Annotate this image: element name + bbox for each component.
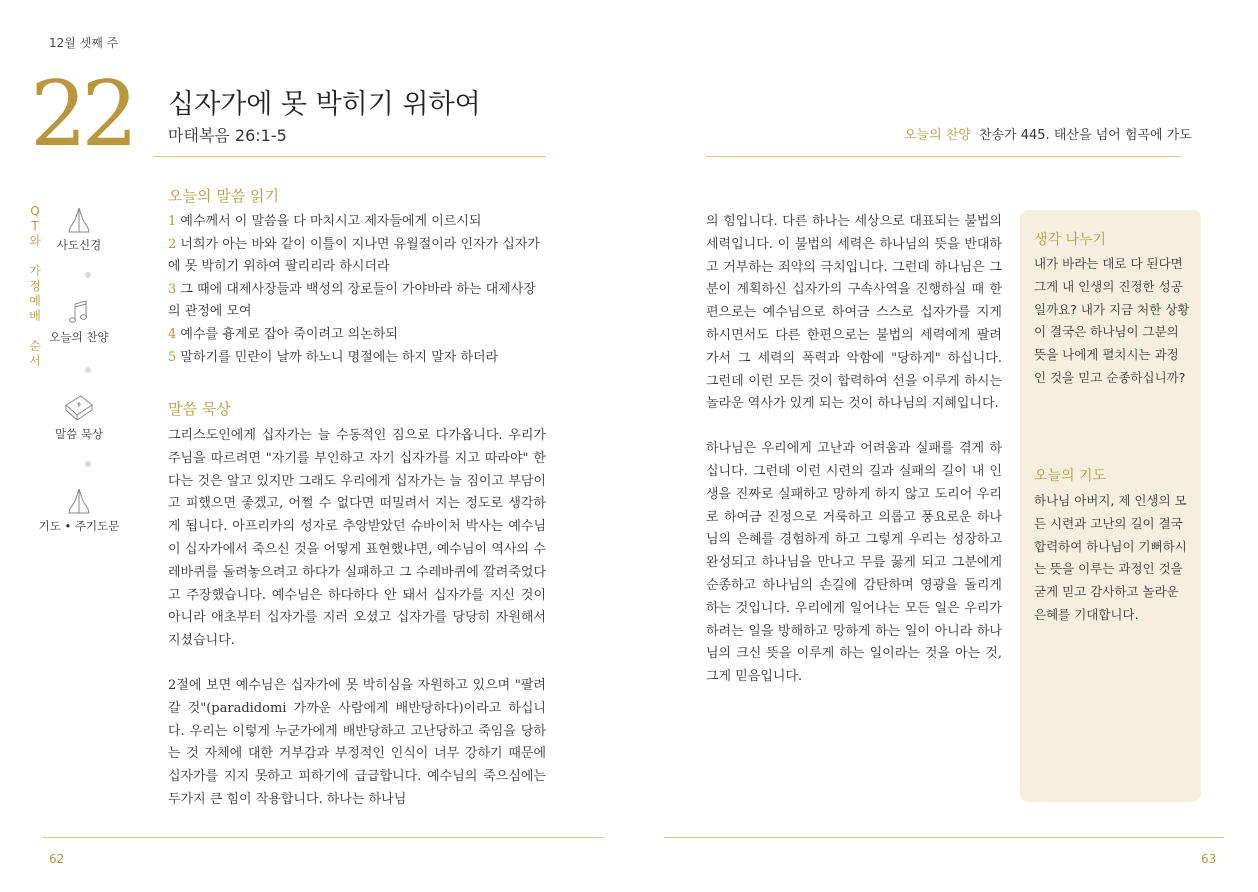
verse-number: 4 [168,326,177,342]
vertical-char: 가 [29,264,41,278]
reading-heading: 오늘의 말씀 읽기 [168,187,279,205]
sidebar-item-meditation [24,393,134,442]
scripture-reference: 마태복음 26:1-5 [168,126,287,145]
meditation-paragraph: 의 힘입니다. 다른 하나는 세상으로 대표되는 불법의 세력입니다. 이 불법의 세력은 하나님의 뜻을 반대하고 거부하는 죄악의 극치입니다. 그런데 하나님은 그분이 계획하신 십자가의 구속사역을 진행하실 때 한편으로는 예수님으로 하여금 스스로 십자가를 지게 하시면서도 다른 한편으로는 불법의 세력에게 팔려가서 그 세력의 폭력과 악함에 "당하게" 하십니다. 그런데 이런 모든 것이 합력하여 선을 이루게 하시는 놀라운 역사가 있게 되는 것이 하나님의 지혜입니다. [706,214,1002,412]
page-number-left: 62 [49,852,65,866]
verse-text: 말하기를 민란이 날까 하노니 명절에는 하지 말자 하더라 [176,349,499,365]
music-note-icon [64,298,94,326]
meditation-paragraph: 하나님은 우리에게 고난과 어려움과 실패를 겪게 하십니다. 그런데 이런 시련의 길과 실패의 길이 내 인생을 진짜로 실패하고 망하게 하지 않고 도리어 우리로 하여금 진정으로 거룩하고 의롭고 풍요로운 하나님의 은혜를 경험하게 하고 그렇게 우리는 성장하고 완성되고 하나님을 만나고 무릎 꿇게 되고 그분에게 순종하고 하나님의 손길에 감탄하며 영광을 돌리게 하는 것입니다. 우리에게 일어나는 모든 일은 우리가 하려는 일을 방해하고 망하게 하는 일이 아니라 하나님의 크신 뜻을 이루게 하는 일이라는 것을 아는 것, 그게 믿음입니다. [706,441,1002,685]
verse [168,324,548,347]
verse [168,234,548,279]
sidebar-item-creed [24,206,134,253]
week-label: 12월 셋째 주 [49,36,119,50]
vertical-char: 예 [29,294,41,308]
header-divider-right [706,156,1181,157]
separator-dot [85,367,91,373]
footer-divider-right [664,837,1224,838]
sidebar-item-label: 말씀 묵상 [54,427,104,441]
verse-text: 그 때에 대제사장들과 백성의 장로들이 가야바라 하는 대제사장의 관정에 모여 [168,281,536,320]
vertical-char: 순 [29,339,41,353]
vertical-char: T [31,219,39,233]
meditation-heading: 말씀 묵상 [168,400,231,418]
verse-text: 너희가 아는 바와 같이 이틀이 지나면 유월절이라 인자가 십자가에 못 박히기 위하여 팔리리라 하시더라 [168,236,540,275]
share-text: 내가 바라는 대로 다 된다면 그게 내 인생의 진정한 성공일까요? 내가 지금 처한 상황이 결국은 하나님이 그분의 뜻을 나에게 펼치시는 과정인 것을 믿고 순종하십니까? [1034,256,1190,385]
verse [168,211,548,234]
hymn-line [904,124,1192,143]
hymn-label: 오늘의 찬양 [904,128,971,143]
vertical-char: Q [30,204,40,218]
separator-dot [85,272,91,278]
verse-number: 3 [168,281,177,297]
vertical-char: 서 [29,354,41,368]
prayer-text: 하나님 아버지, 제 인생의 모든 시련과 고난의 길이 결국 합력하여 하나님이 기뻐하시는 뜻을 이루는 과정인 것을 굳게 믿고 감사하고 놀라운 은혜를 기대합니다. [1034,493,1187,622]
meditation-column-left [168,425,546,812]
verse-text: 예수를 흉계로 잡아 죽이려고 의논하되 [176,326,398,342]
verse-number: 2 [168,236,177,252]
praying-hands-icon [64,487,94,515]
sidebar-item-label: 기도 • 주기도문 [38,519,120,533]
prayer-heading: 오늘의 기도 [1034,468,1107,484]
verse [168,279,548,324]
page-title: 십자가에 못 박히기 위하여 [168,89,481,120]
verse-list [168,211,548,369]
meditation-column-right [706,211,1002,689]
footer-divider-left [42,837,604,838]
sidebar-item-prayer [24,487,134,534]
vertical-char: 배 [29,309,41,323]
meditation-paragraph: 그리스도인에게 십자가는 늘 수동적인 짐으로 다가옵니다. 우리가 주님을 따르려면 "자기를 부인하고 자기 십자가를 지고 따라야" 한다는 것은 알고 있지만 그래도 우리에게 십자가는 늘 짐이고 부담이고 피했으면 좋겠고, 어쩔 수 없다면 떠밀려서 지는 정도로 생각하게 됩니다. 아프리카의 성자로 추앙받았던 슈바이처 박사는 예수님이 십자가에서 죽으신 것을 어떻게 표현했냐면, 예수님이 역사의 수레바퀴를 돌려놓으려고 하다가 실패하고 그 수레바퀴에 깔려죽었다고 주장했습니다. 예수님은 하다하다 안 돼서 십자가를 지신 것이 아니라 애초부터 십자가를 지러 오셨고 십자가를 당당히 자원해서 지셨습니다. [168,428,546,649]
header-divider-left [153,156,546,157]
meditation-paragraph: 2절에 보면 예수님은 십자가에 못 박히심을 자원하고 있으며 "팔려갈 것"(paradidomi 가까운 사람에게 배반당하다)이라고 하십니다. 우리는 이렇게 누군가에게 배반당하고 고난당하고 죽임을 당하는 것 자체에 대한 거부감과 부정적인 인식이 너무 강하기 때문에 십자가를 지지 못하고 피하기에 급급합니다. 예수님의 죽으심에는 두가지 큰 힘이 작용합니다. 하나는 하나님 [168,677,546,807]
bible-book-icon [63,393,95,423]
vertical-char: 와 [29,234,41,248]
verse [168,347,548,370]
sidebar-item-label: 사도신경 [56,238,102,252]
page-number-right: 63 [1201,852,1217,866]
day-number: 22 [30,62,133,167]
sidebar-item-label: 오늘의 찬양 [49,330,109,344]
vertical-char: 정 [29,279,41,293]
separator-dot [85,461,91,467]
verse-number: 1 [168,214,177,229]
verse-text: 예수께서 이 말씀을 다 마치시고 제자들에게 이르시되 [176,214,482,229]
praying-hands-icon [64,206,94,234]
hymn-title: 찬송가 445. 태산을 넘어 험곡에 가도 [978,128,1192,143]
verse-number: 5 [168,349,177,365]
share-heading: 생각 나누기 [1034,232,1107,248]
sidebar-item-hymn [24,298,134,345]
